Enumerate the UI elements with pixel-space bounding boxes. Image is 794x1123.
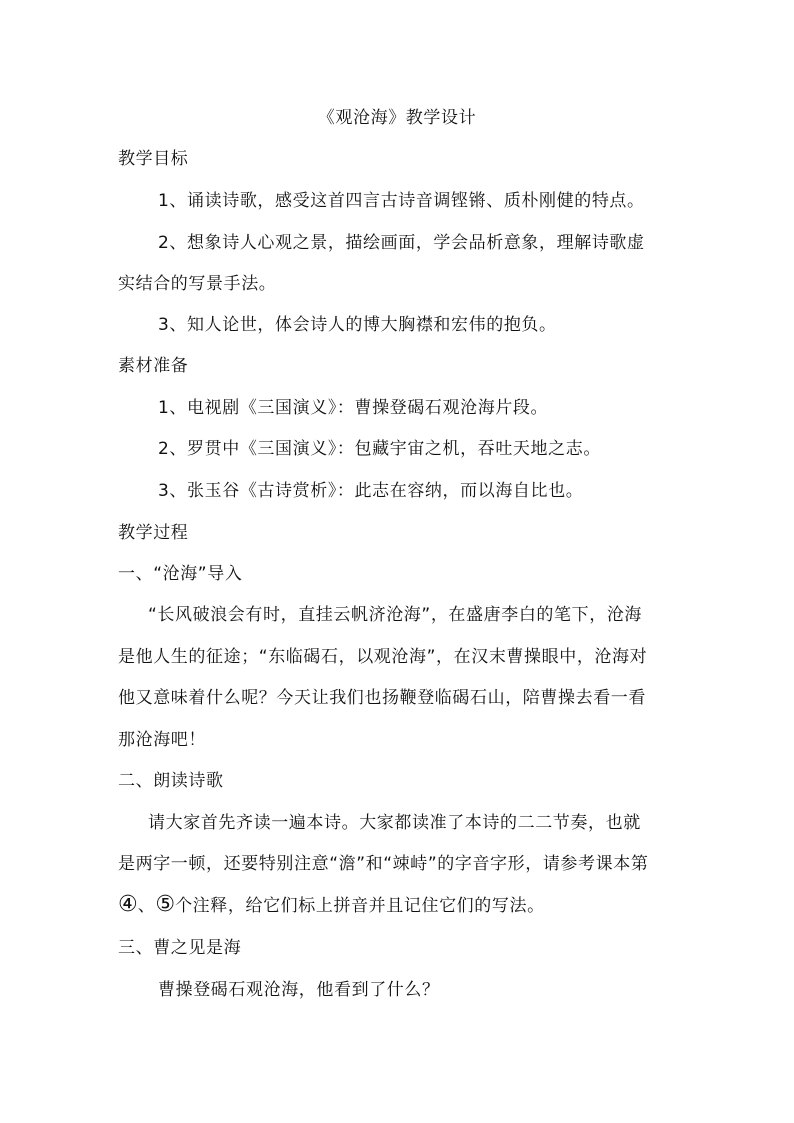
material-item-1: 1、电视剧《三国演义》：曹操登碣石观沧海片段。 bbox=[158, 398, 549, 418]
objective-item-2-line-2: 实结合的写景手法。 bbox=[118, 274, 277, 294]
part2-heading: 二、朗读诗歌 bbox=[118, 771, 224, 791]
document-title: 《观沧海》教学设计 bbox=[317, 108, 477, 128]
circled-number-5: ⑤ bbox=[155, 892, 176, 917]
part1-line-2: 是他人生的征途；“东临碣石，以观沧海”，在汉末曹操眼中，沧海对 bbox=[118, 647, 648, 667]
part2-line-1: 请大家首先齐读一遍本诗。大家都读准了本诗的二二节奏，也就 bbox=[148, 813, 641, 833]
material-item-2: 2、罗贯中《三国演义》：包藏宇宙之机，吞吐天地之志。 bbox=[158, 439, 601, 459]
objective-item-3: 3、知人论世，体会诗人的博大胸襟和宏伟的抱负。 bbox=[158, 315, 557, 335]
materials-heading: 素材准备 bbox=[118, 356, 189, 376]
part2-line-2: 是两字一顿，还要特别注意“澹”和“竦峙”的字音字形，请参考课本第 bbox=[118, 854, 649, 874]
part3-heading: 三、曹之见是海 bbox=[118, 938, 242, 958]
part3-line-1: 曹操登碣石观沧海，他看到了什么？ bbox=[158, 980, 440, 1000]
part2-line-3 bbox=[118, 894, 678, 917]
part2-line-3-text: 个注释，给它们标上拼音并且记住它们的写法。 bbox=[175, 896, 545, 916]
objectives-heading: 教学目标 bbox=[118, 149, 189, 169]
part2-line-3-separator: 、 bbox=[137, 896, 156, 916]
part1-line-1: “长风破浪会有时，直挂云帆济沧海”，在盛唐李白的笔下，沧海 bbox=[148, 605, 643, 625]
objective-item-1: 1、诵读诗歌，感受这首四言古诗音调铿锵、质朴刚健的特点。 bbox=[158, 191, 645, 211]
part1-heading: 一、“沧海”导入 bbox=[118, 564, 243, 584]
part1-line-3: 他又意味着什么呢？今天让我们也扬鞭登临碣石山，陪曹操去看一看 bbox=[118, 688, 646, 708]
objective-item-2-line-1: 2、想象诗人心观之景，描绘画面，学会品析意象，理解诗歌虚 bbox=[158, 233, 645, 253]
part1-line-4: 那沧海吧！ bbox=[118, 730, 206, 750]
material-item-3: 3、张玉谷《古诗赏析》：此志在容纳，而以海自比也。 bbox=[158, 481, 584, 501]
circled-number-4: ④ bbox=[118, 892, 138, 917]
process-heading: 教学过程 bbox=[118, 523, 189, 543]
